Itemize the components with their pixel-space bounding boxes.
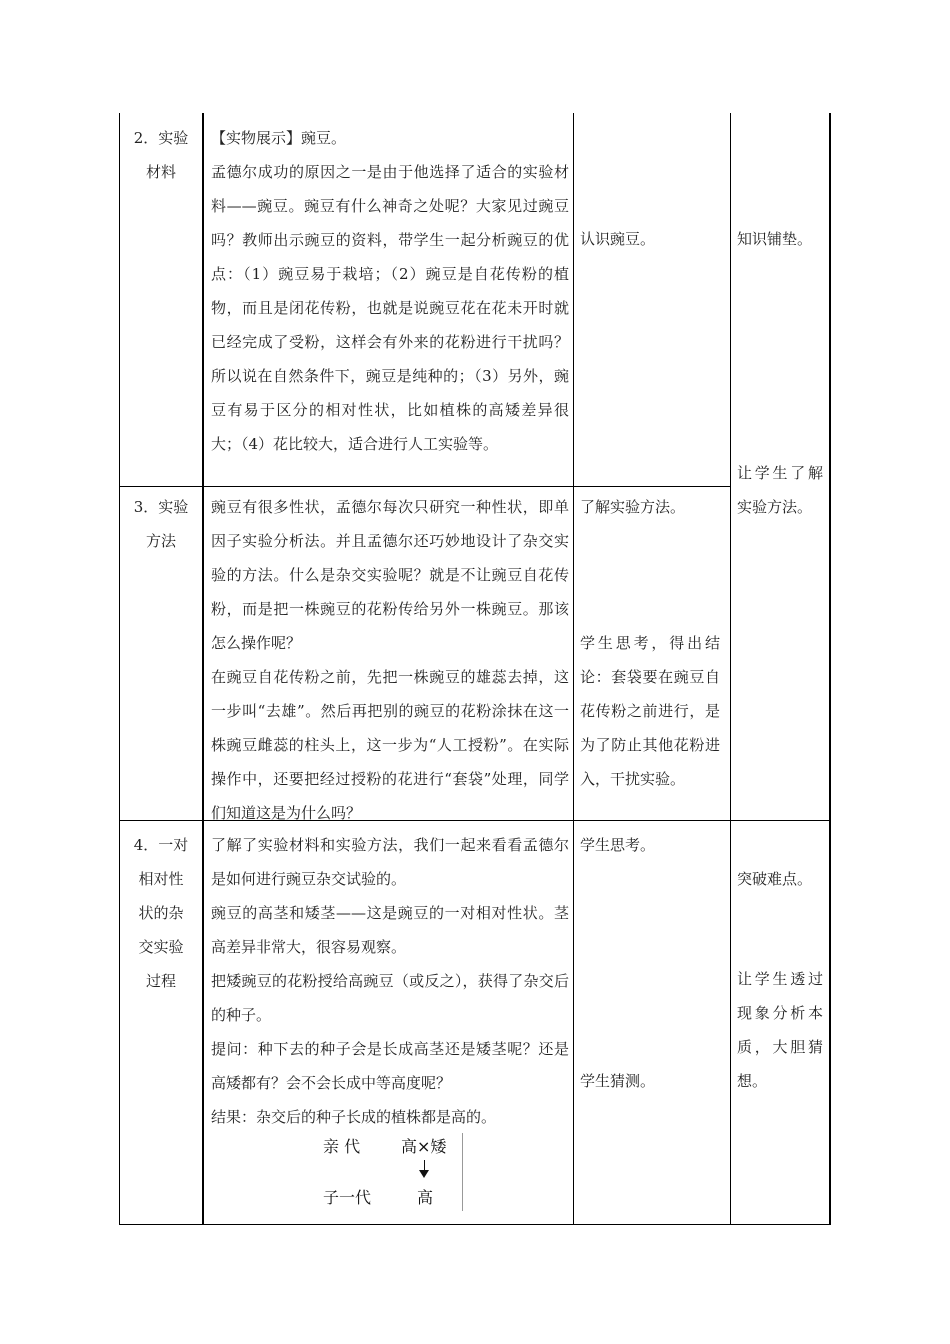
- row2-step-line: 方法: [145, 532, 176, 550]
- row2-step-line: 3．实验: [133, 498, 189, 516]
- row3-step-line: 相对性: [138, 870, 184, 888]
- row3-intent-text: 让学生透过现象分析本质，大胆猜想。: [737, 970, 823, 1090]
- arrow-head-icon: [419, 1170, 429, 1178]
- table-divider-1: [202, 113, 204, 1225]
- row2-teacher-para: 在豌豆自花传粉之前，先把一株豌豆的雄蕊去掉，这一步叫“去雄”。然后再把别的豌豆的花粉涂抹在这一株豌豆雌蕊的柱头上，这一步为“人工授粉”。在实际操作中，还要把经过授粉的花进行“套袋”处理，同学们知道这是为什么吗？: [211, 668, 569, 822]
- first-filial-generation-label: 子一代: [323, 1188, 372, 1207]
- row2-student-activity: [580, 490, 725, 524]
- row2-design-intent: [737, 456, 823, 524]
- row3-design-intent-2: [737, 962, 823, 1098]
- row3-student-text: 学生猜测。: [580, 1072, 656, 1090]
- row3-step-line: 4．一对: [133, 836, 189, 854]
- row1-teacher-para: 孟德尔成功的原因之一是由于他选择了适合的实验材料——豌豆。豌豆有什么神奇之处呢？大家见过豌豆吗？教师出示豌豆的资料，带学生一起分析豌豆的优点：（1）豌豆易于栽培；（2）豌豆是自花传粉的植物，而且是闭花传粉，也就是说豌豆花在花未开时就已经完成了受粉，这样会有外来的花粉进行干扰吗？所以说在自然条件下，豌豆是纯种的；（3）另外，豌豆有易于区分的相对性状，比如植株的高矮差异很大；（4）花比较大，适合进行人工实验等。: [211, 163, 569, 453]
- row3-teacher-activity: [211, 828, 569, 1134]
- row3-student-text: 学生思考。: [580, 836, 656, 854]
- row3-teacher-para: 提问：种下去的种子会是长成高茎还是矮茎呢？还是高矮都有？会不会长成中等高度呢？: [211, 1040, 569, 1092]
- row3-teacher-para: 结果：杂交后的种子长成的植株都是高的。: [211, 1108, 497, 1126]
- row3-teacher-para: 了解了实验材料和实验方法，我们一起来看看孟德尔是如何进行豌豆杂交试验的。: [211, 836, 569, 888]
- row2-step: [124, 490, 198, 558]
- row3-student-guess: [580, 1064, 725, 1098]
- row3-step-line: 过程: [145, 972, 176, 990]
- table-border-bottom: [119, 1224, 831, 1225]
- row1-design-intent: [737, 222, 823, 256]
- row3-teacher-para: 豌豆的高茎和矮茎——这是豌豆的一对相对性状。茎高差异非常大，很容易观察。: [211, 904, 569, 956]
- row1-intent-text: 知识铺垫。: [737, 230, 813, 248]
- row3-intent-text: 突破难点。: [737, 870, 813, 888]
- row3-step-line: 交实验: [138, 938, 184, 956]
- parent-generation-label: 亲 代: [323, 1137, 361, 1156]
- table-divider-3: [730, 113, 731, 1225]
- row1-step-line: 材料: [145, 163, 176, 181]
- row2-intent-text: 让学生了解实验方法。: [737, 464, 823, 516]
- row2-teacher-para: 豌豆有很多性状，孟德尔每次只研究一种性状，即单因子实验分析法。并且孟德尔还巧妙地设计了杂交实验的方法。什么是杂交实验呢？就是不让豌豆自花传粉，而是把一株豌豆的花粉传给另外一株豌豆。那该怎么操作呢？: [211, 498, 569, 652]
- table-border-left: [119, 113, 120, 1225]
- cross-expression: 高×矮: [401, 1137, 447, 1156]
- table-border-right: [829, 113, 831, 1225]
- row1-teacher-para: 【实物展示】豌豆。: [211, 129, 347, 147]
- row-separator-1: [119, 486, 731, 487]
- row3-student-think: [580, 828, 725, 862]
- row2-teacher-activity: [211, 490, 569, 830]
- row1-student-activity: [580, 222, 725, 256]
- cross-diagram: [315, 1133, 463, 1211]
- row1-teacher-activity: [211, 121, 569, 461]
- row1-step: [124, 121, 198, 189]
- row3-step: [124, 828, 198, 998]
- row1-step-line: 2．实验: [133, 129, 189, 147]
- row2-student-conclusion: [580, 626, 720, 796]
- cross-result: 高: [417, 1188, 434, 1207]
- row3-design-intent-1: [737, 862, 823, 896]
- row3-step-line: 状的杂: [138, 904, 184, 922]
- row3-teacher-para: 把矮豌豆的花粉授给高豌豆（或反之），获得了杂交后的种子。: [211, 972, 569, 1024]
- row2-student-text: 了解实验方法。: [580, 498, 686, 516]
- table-divider-2: [573, 113, 574, 1225]
- row2-student-text: 学生思考，得出结论：套袋要在豌豆自花传粉之前进行，是为了防止其他花粉进入，干扰实验。: [580, 634, 720, 788]
- row1-student-text: 认识豌豆。: [580, 230, 656, 248]
